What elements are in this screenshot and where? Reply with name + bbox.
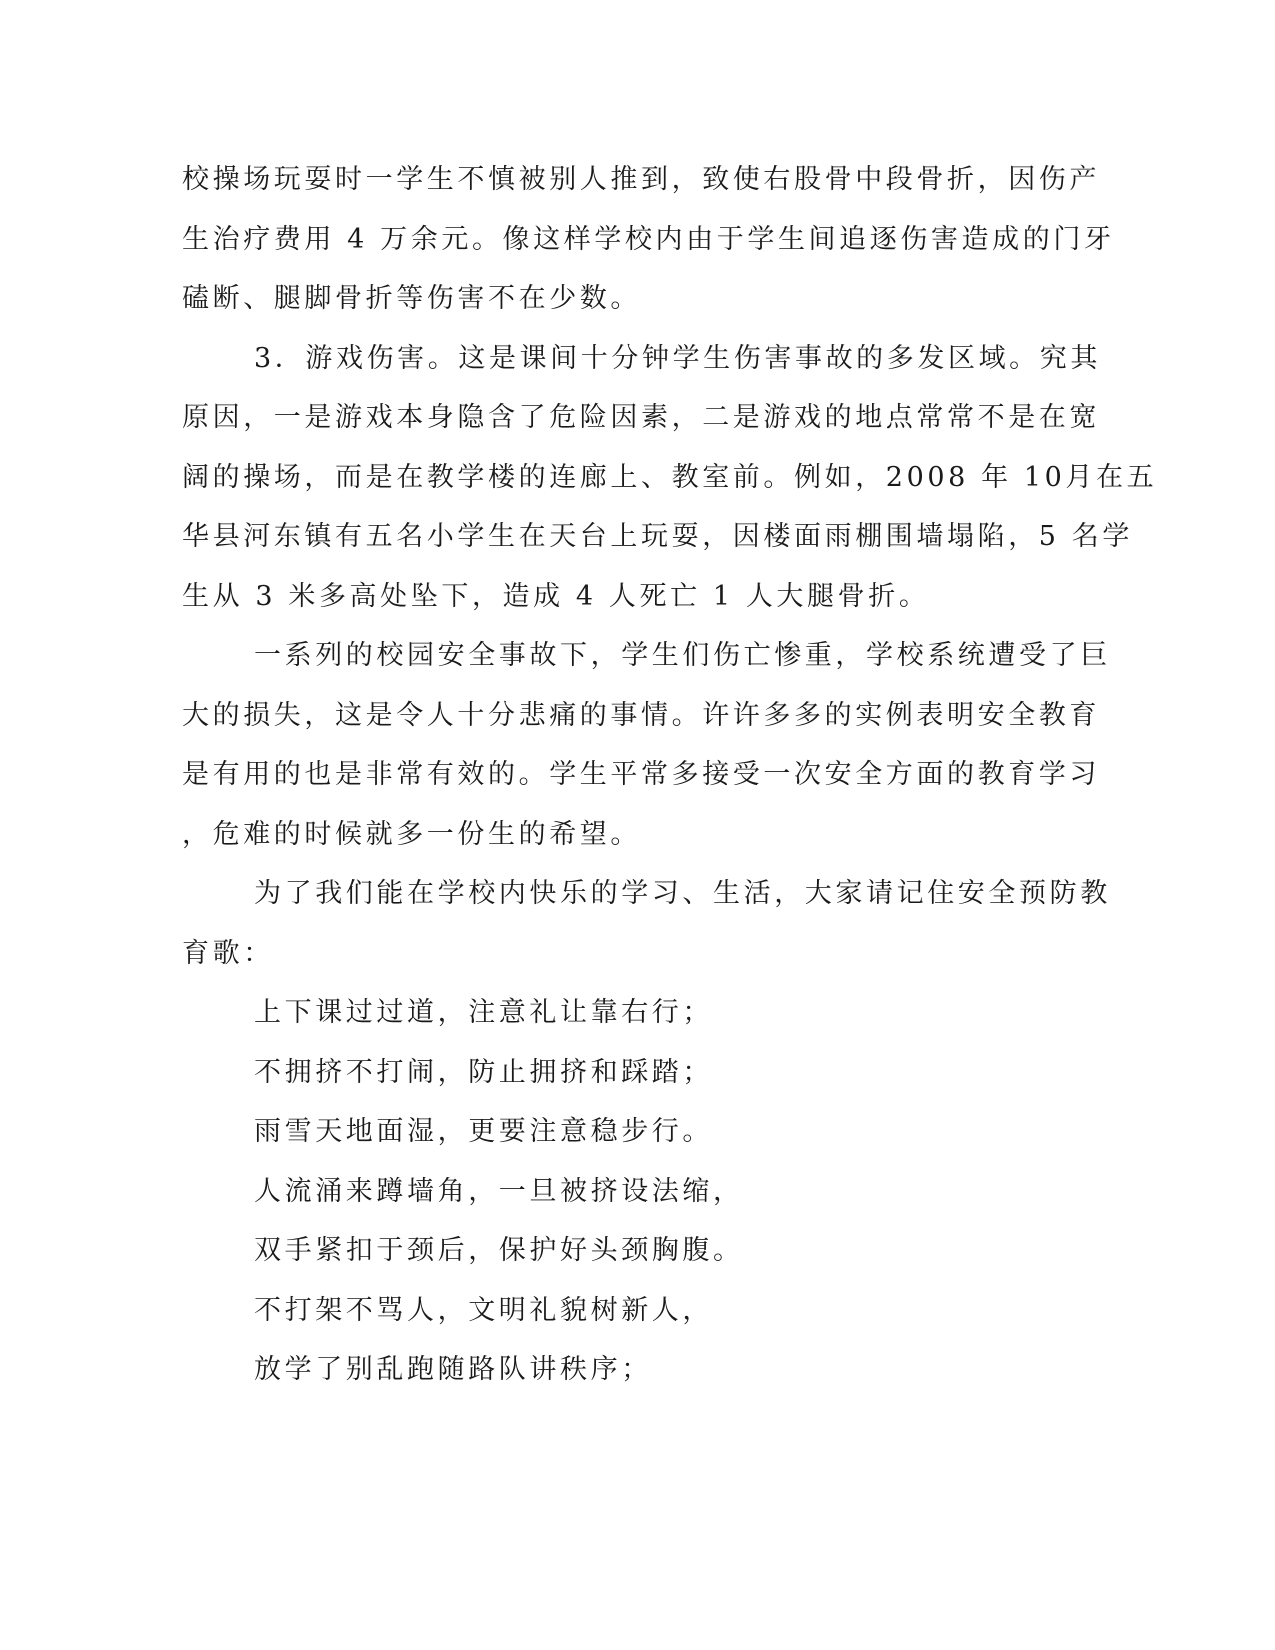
song-line: 双手紧扣于颈后，保护好头颈胸腹。 bbox=[254, 1235, 744, 1266]
text-line: 阔的操场，而是在教学楼的连廊上、教室前。例如，2008 年 10月在五 bbox=[182, 461, 1158, 493]
text-line: 大的损失，这是令人十分悲痛的事情。许许多多的实例表明安全教育 bbox=[182, 699, 1100, 731]
safety-song bbox=[182, 983, 1042, 1400]
song-line: 上下课过过道，注意礼让靠右行； bbox=[254, 997, 713, 1028]
text-line: 一系列的校园安全事故下，学生们伤亡惨重，学校系统遭受了巨 bbox=[254, 640, 1111, 671]
text-line: 育歌： bbox=[182, 937, 274, 969]
text-line: 生从 3 米多高处坠下，造成 4 人死亡 1 人大腿骨折。 bbox=[182, 580, 930, 612]
paragraph-safety-education bbox=[182, 626, 1111, 864]
paragraph-song-intro bbox=[182, 864, 1111, 983]
text-line: ，危难的时候就多一份生的希望。 bbox=[182, 818, 641, 850]
text-line: 生治疗费用 4 万余元。像这样学校内由于学生间追逐伤害造成的门牙 bbox=[182, 223, 1115, 255]
text-line: 是有用的也是非常有效的。学生平常多接受一次安全方面的教育学习 bbox=[182, 759, 1100, 790]
paragraph-game-injury bbox=[182, 329, 1158, 627]
text-line: 校操场玩耍时一学生不慎被别人推到，致使右股骨中段骨折，因伤产 bbox=[182, 164, 1100, 195]
text-line: 为了我们能在学校内快乐的学习、生活，大家请记住安全预防教 bbox=[254, 878, 1111, 909]
song-line: 放学了别乱跑随路队讲秩序； bbox=[254, 1354, 652, 1385]
text-line: 华县河东镇有五名小学生在天台上玩耍，因楼面雨棚围墙塌陷，5 名学 bbox=[182, 521, 1133, 552]
document-page bbox=[182, 150, 1158, 1400]
song-line: 不打架不骂人，文明礼貌树新人， bbox=[254, 1294, 713, 1326]
text-line: 原因，一是游戏本身隐含了危险因素，二是游戏的地点常常不是在宽 bbox=[182, 402, 1100, 433]
paragraph-injury-example bbox=[182, 150, 1115, 329]
song-line: 雨雪天地面湿，更要注意稳步行。 bbox=[254, 1116, 713, 1147]
song-line: 不拥挤不打闹，防止拥挤和踩踏； bbox=[254, 1056, 713, 1088]
text-line: 磕断、腿脚骨折等伤害不在少数。 bbox=[182, 283, 641, 314]
song-line: 人流涌来蹲墙角，一旦被挤设法缩， bbox=[254, 1175, 744, 1207]
text-line: 3．游戏伤害。这是课间十分钟学生伤害事故的多发区域。究其 bbox=[254, 342, 1101, 374]
